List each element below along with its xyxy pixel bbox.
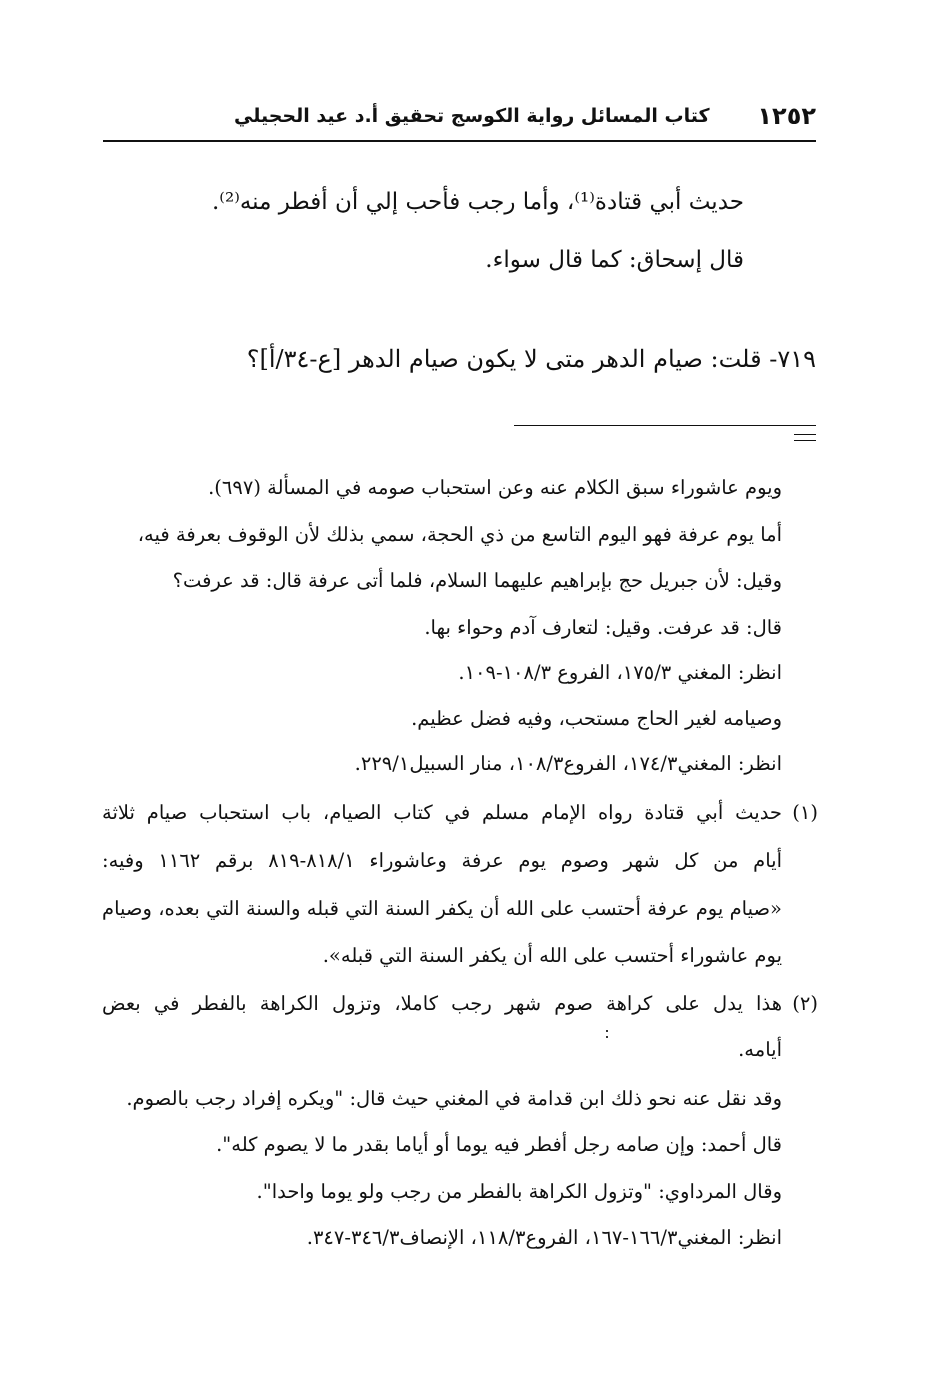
running-title: كتاب المسائل رواية الكوسج تحقيق أ.د عيد الحجيلي: [234, 105, 710, 127]
footnote-2-extra-line: وقد نقل عنه نحو ذلك ابن قدامة في المغني حيث قال: "ويكره إفراد رجب بالصوم.: [126, 1087, 782, 1110]
continuation-mark: [794, 434, 816, 444]
header-rule: [103, 140, 816, 142]
footnote-2-extra-line: انظر: المغني١٦٦/٣-١٦٧، الفروع١١٨/٣، الإنصاف٣٤٦/٣-٣٤٧.: [306, 1226, 782, 1249]
main-paragraph-2: قال إسحاق: كما قال سواء.: [485, 247, 744, 273]
footnote-1-line: أيام من كل شهر وصوم يوم عرفة وعاشوراء ٨١٨/١-٨١٩ برقم ١١٦٢ وفيه:: [102, 849, 782, 872]
footnote-continued-line: وقيل: لأن جبريل حج بإبراهيم عليهما السلام، فلما أتى عرفة قال: قد عرفت؟: [172, 569, 782, 592]
footnote-2-extra-line: وقال المرداوي: "وتزول الكراهة بالفطر من رجب ولو يوما واحدا".: [256, 1180, 782, 1203]
footnote-continued-line: أما يوم عرفة فهو اليوم التاسع من ذي الحجة، سمي بذلك لأن الوقوف بعرفة فيه،: [137, 523, 782, 546]
footnote-1-number: (١): [792, 801, 818, 824]
footnote-separator: [514, 425, 816, 426]
footnote-2-extra-line: قال أحمد: وإن صامه رجل أفطر فيه يوما أو أياما بقدر ما لا يصوم كله".: [216, 1133, 782, 1156]
print-speck: [605, 1030, 608, 1040]
footnote-1-line: «صيام يوم عرفة أحتسب على الله أن يكفر السنة التي قبله والسنة التي بعده، وصيام: [102, 897, 782, 920]
footnote-2-line: هذا يدل على كراهة صوم شهر رجب كاملا، وتزول الكراهة بالفطر في بعض: [102, 992, 782, 1015]
footnote-2-line: أيامه.: [738, 1038, 782, 1061]
page-number: ١٢٥٢: [757, 102, 816, 130]
footnote-continued-line: انظر: المغني١٧٤/٣، الفروع١٠٨/٣، منار السبيل٢٢٩/١.: [354, 752, 782, 775]
footnote-1-line: حديث أبي قتادة رواه الإمام مسلم في كتاب الصيام، باب استحباب صيام ثلاثة: [102, 801, 782, 824]
footnote-continued-line: ويوم عاشوراء سبق الكلام عنه وعن استحباب صومه في المسألة (٦٩٧).: [208, 476, 782, 499]
main-paragraph-1: حديث أبي قتادة⁽¹⁾، وأما رجب فأحب إلي أن أفطر منه⁽²⁾.: [211, 189, 744, 215]
question-719: ٧١٩- قلت: صيام الدهر متى لا يكون صيام الدهر [ع-٣٤/أ]؟: [246, 345, 816, 373]
footnote-continued-line: وصيامه لغير الحاج مستحب، وفيه فضل عظيم.: [411, 707, 782, 730]
footnote-2-number: (٢): [792, 992, 818, 1015]
page-header: [104, 96, 816, 136]
footnote-continued-line: انظر: المغني ١٧٥/٣، الفروع ١٠٨/٣-١٠٩.: [458, 661, 782, 684]
footnote-continued-line: قال: قد عرفت. وقيل: لتعارف آدم وحواء بها.: [424, 616, 782, 639]
footnote-1-line: يوم عاشوراء أحتسب على الله أن يكفر السنة التي قبله».: [322, 944, 782, 967]
